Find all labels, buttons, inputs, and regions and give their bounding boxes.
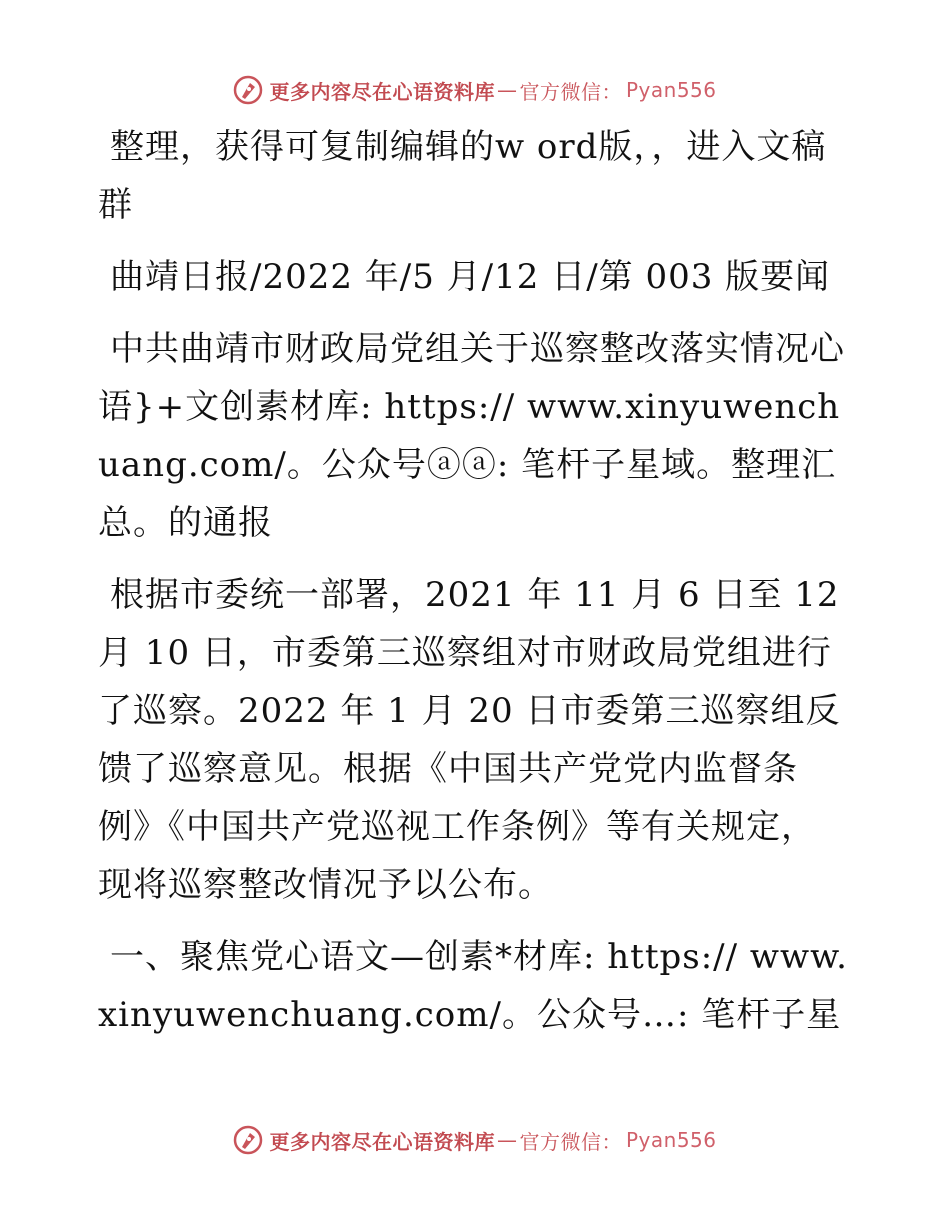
watermark-wechat-label: 官方微信： <box>519 79 622 104</box>
pen-nib-icon <box>233 75 263 105</box>
watermark-footer <box>0 1118 950 1162</box>
paragraph-section-one-text: 一、聚焦党心语文—创素*材库: https:// www.xinyuwenchuang.com/。公众号…: 笔杆子星 <box>98 937 848 1035</box>
watermark-header <box>0 68 950 112</box>
paragraph-title-text: 中共曲靖市财政局党组关于巡察整改落实情况心语}+文创素材库: https:// www.xinyuwenchuang.com/。公众号ⓐⓐ: 笔杆子星域。整理汇总。的通报 <box>98 329 845 543</box>
paragraph-body <box>98 566 850 914</box>
document-body <box>98 118 850 1058</box>
watermark-wechat-id: Pyan556 <box>625 1128 717 1152</box>
watermark-dash: — <box>496 78 518 102</box>
paragraph-intro-text: 整理，获得可复制编辑的w ord版，，进入文稿群 <box>98 127 827 225</box>
pen-nib-icon <box>233 1125 263 1155</box>
watermark-main-text: 更多内容尽在心语资料库 <box>269 79 495 104</box>
paragraph-section-one <box>98 928 850 1044</box>
paragraph-body-text: 根据市委统一部署，2021 年 11 月 6 日至 12 月 10 日，市委第三巡察组对市财政局党组进行了巡察。2022 年 1 月 20 日市委第三巡察组反馈了巡察意见。根据《中国共产党党内监督条例》《中国共产党巡视工作条例》等有关规定，现将巡察整改情况予以公布。 <box>98 575 841 905</box>
watermark-wechat-id: Pyan556 <box>625 78 717 102</box>
paragraph-source <box>98 248 850 306</box>
paragraph-source-text: 曲靖日报/2022 年/5 月/12 日/第 003 版要闻 <box>110 257 831 297</box>
paragraph-title <box>98 320 850 552</box>
watermark-main-text: 更多内容尽在心语资料库 <box>269 1129 495 1154</box>
paragraph-intro <box>98 118 850 234</box>
watermark-dash: — <box>496 1128 518 1152</box>
watermark-wechat-label: 官方微信： <box>519 1129 622 1154</box>
